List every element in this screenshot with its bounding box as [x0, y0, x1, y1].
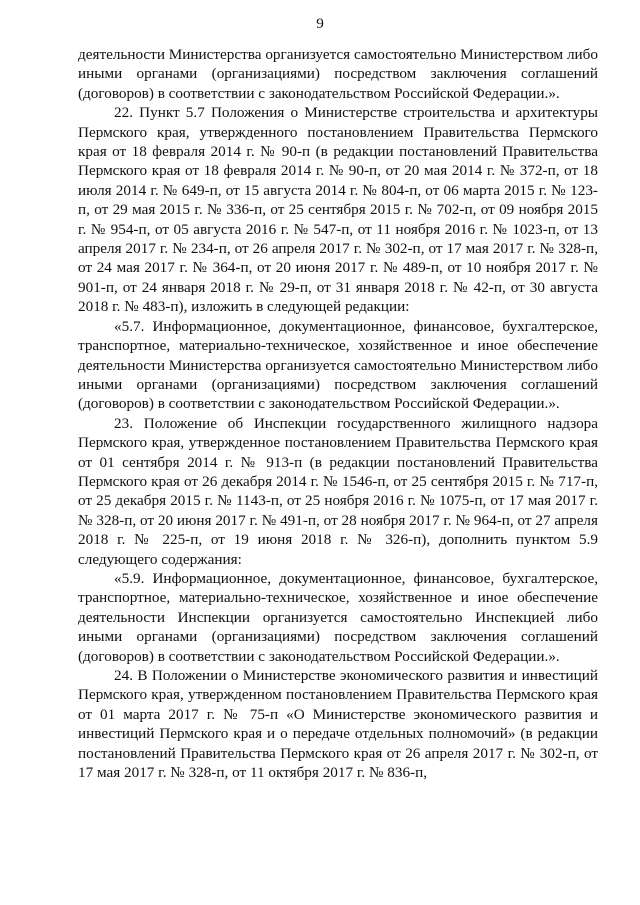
document-body	[78, 45, 598, 782]
paragraph-continuation: деятельности Министерства организуется самостоятельно Министерством либо иными органами (организациями) посредством заключения соглашений (договоров) в соответствии с законодательством Российской Федерации.».	[78, 46, 598, 102]
paragraph-quote-5-7: «5.7. Информационное, документационное, финансовое, бухгалтерское, транспортное, материально-техническое, хозяйственное и иное обеспечение деятельности Министерства организуется самостоятельно Министерством либо иными органами (организациями) посредством заключения соглашений (договоров) в соответствии с законодательством Российской Федерации.».	[78, 317, 598, 413]
paragraph-item-23: 23. Положение об Инспекции государственного жилищного надзора Пермского края, утвержденное постановлением Правительства Пермского края от 01 сентября 2014 г. № 913-п (в редакции постановлений Правительства Пермского края от 26 декабря 2014 г. № 1546-п, от 25 сентября 2015 г. № 717-п, от 25 декабря 2015 г. № 1143-п, от 25 ноября 2016 г. № 1075-п, от 17 мая 2017 г. № 328-п, от 20 июня 2017 г. № 491-п, от 28 ноября 2017 г. № 964-п, от 27 апреля 2018 г. № 225-п, от 19 июня 2018 г. № 326-п), дополнить пунктом 5.9 следующего содержания:	[78, 414, 598, 568]
paragraph-item-24: 24. В Положении о Министерстве экономического развития и инвестиций Пермского края, утвержденном постановлением Правительства Пермского края от 01 марта 2017 г. № 75-п «О Министерстве экономического развития и инвестиций Пермского края и о передаче отдельных полномочий» (в редакции постановлений Правительства Пермского края от 26 апреля 2017 г. № 302-п, от 17 мая 2017 г. № 328-п, от 11 октября 2017 г. № 836-п,	[78, 667, 598, 782]
paragraph-quote-5-9: «5.9. Информационное, документационное, финансовое, бухгалтерское, транспортное, материально-техническое, хозяйственное и иное обеспечение деятельности Инспекции организуется самостоятельно Инспекцией либо иными органами (организациями) посредством заключения соглашений (договоров) в соответствии с законодательством Российской Федерации.».	[78, 569, 598, 665]
paragraph-item-22: 22. Пункт 5.7 Положения о Министерстве строительства и архитектуры Пермского края, утвержденного постановлением Правительства Пермского края от 18 февраля 2014 г. № 90-п (в редакции постановлений Правительства Пермского края от 18 февраля 2014 г. № 90-п, от 20 мая 2014 г. № 372-п, от 18 июля 2014 г. № 649-п, от 15 августа 2014 г. № 804-п, от 06 марта 2015 г. № 123-п, от 29 мая 2015 г. № 336-п, от 25 сентября 2015 г. № 702-п, от 09 ноября 2015 г. № 954-п, от 05 августа 2016 г. № 547-п, от 11 ноября 2016 г. № 1023-п, от 13 апреля 2017 г. № 234-п, от 26 апреля 2017 г. № 302-п, от 17 мая 2017 г. № 328-п, от 24 мая 2017 г. № 364-п, от 20 июня 2017 г. № 489-п, от 10 ноября 2017 г. № 901-п, от 24 января 2018 г. № 29-п, от 31 января 2018 г. № 42-п, от 30 августа 2018 г. № 483-п), изложить в следующей редакции:	[78, 104, 598, 316]
page-number: 9	[316, 15, 324, 32]
